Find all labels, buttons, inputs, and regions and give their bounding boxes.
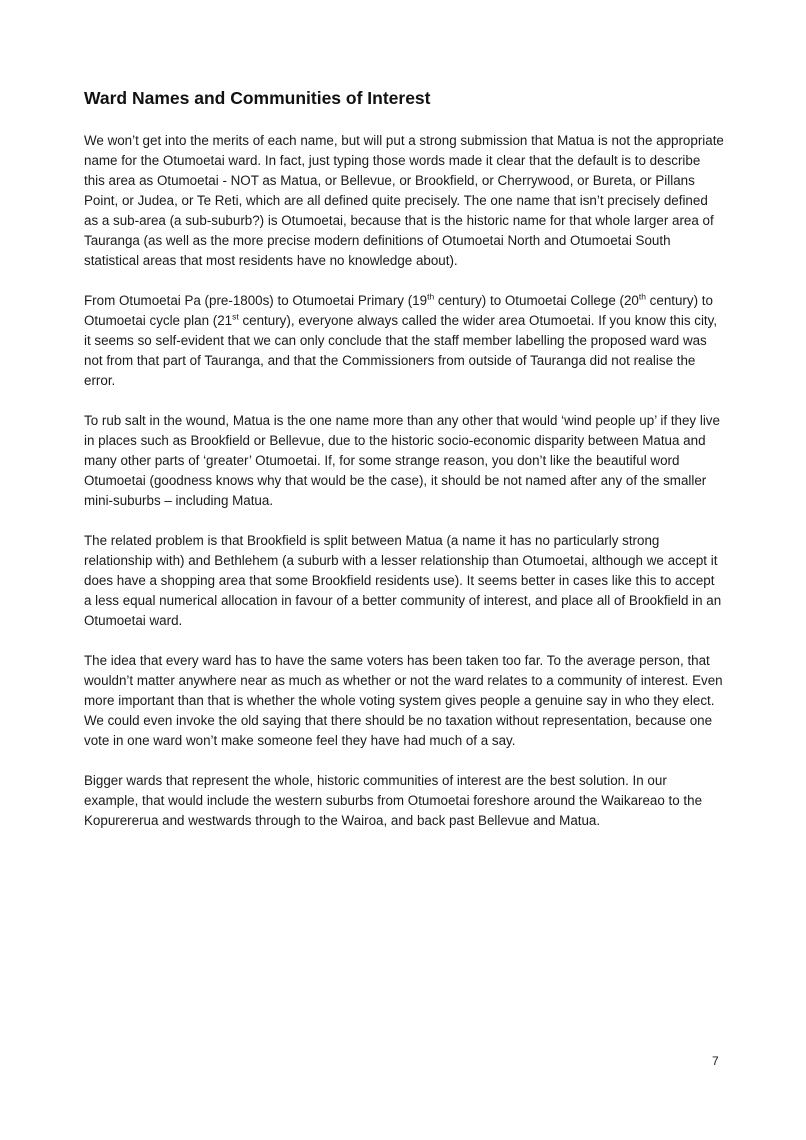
- page-content: [84, 86, 724, 851]
- paragraph-brookfield-split: The related problem is that Brookfield is split between Matua (a name it has no particularly strong relationship with) and Bethlehem (a suburb with a lesser relationship than Otumoetai, although we accept it does have a shopping area that some Brookfield residents use). It seems better in cases like this to accept a less equal numerical allocation in favour of a better community of interest, and place all of Brookfield in an Otumoetai ward.: [84, 533, 722, 628]
- superscript-th-19: th: [427, 291, 435, 302]
- paragraph-otumoetai-name: We won’t get into the merits of each name, but will put a strong submission that Matua is not the appropriate name for the Otumoetai ward. In fact, just typing those words made it clear that the default is to describe this area as Otumoetai - NOT as Matua, or Bellevue, or Brookfield, or Cherrywood, or Bureta, or Pillans Point, or Judea, or Te Reti, which are all defined quite precisely. The one name that isn’t precisely defined as a sub-area (a sub-suburb?) is Otumoetai, because that is the historic name for that whole larger area of Tauranga (as well as the more precise modern definitions of Otumoetai North and Otumoetai South statistical areas that most residents have no knowledge about).: [84, 133, 724, 268]
- history-text: century) to Otumoetai cycle plan (21: [84, 293, 713, 328]
- paragraph-bigger-wards: Bigger wards that represent the whole, historic communities of interest are the best solution. In our example, that would include the western suburbs from Otumoetai foreshore around the Waikareao to the Kopurererua and westwards through to the Wairoa, and back past Bellevue and Matua.: [84, 773, 703, 828]
- section-heading: Ward Names and Communities of Interest: [84, 88, 431, 108]
- history-text: century), everyone always called the wider area Otumoetai. If you know this city, it seems so self-evident that we can only conclude that the staff member labelling the proposed ward was not from that part of Tauranga, and that the Commissioners from outside of Tauranga did not realise the error.: [84, 313, 718, 388]
- history-text: century) to Otumoetai College (20: [434, 293, 639, 308]
- paragraph-history: [84, 291, 724, 391]
- history-text: From Otumoetai Pa (pre-1800s) to Otumoetai Primary (19: [84, 293, 428, 308]
- page-number: 7: [712, 1054, 719, 1068]
- paragraph-matua-disparity: To rub salt in the wound, Matua is the one name more than any other that would ‘wind people up’ if they live in places such as Brookfield or Bellevue, due to the historic socio-economic disparity between Matua and many other parts of ‘greater’ Otumoetai. If, for some strange reason, you don’t like the beautiful word Otumoetai (goodness knows why that would be the case), it should be not named after any of the smaller mini-suburbs – including Matua.: [84, 413, 720, 508]
- paragraph-equal-voters: The idea that every ward has to have the same voters has been taken too far. To the average person, that wouldn’t matter anywhere near as much as whether or not the ward relates to a community of interest. Even more important than that is whether the whole voting system gives people a genuine say in who they elect. We could even invoke the old saying that there should be no taxation without representation, because one vote in one ward won’t make someone feel they have had much of a say.: [84, 653, 723, 748]
- superscript-th-20: th: [638, 291, 646, 302]
- superscript-st-21: st: [232, 311, 239, 322]
